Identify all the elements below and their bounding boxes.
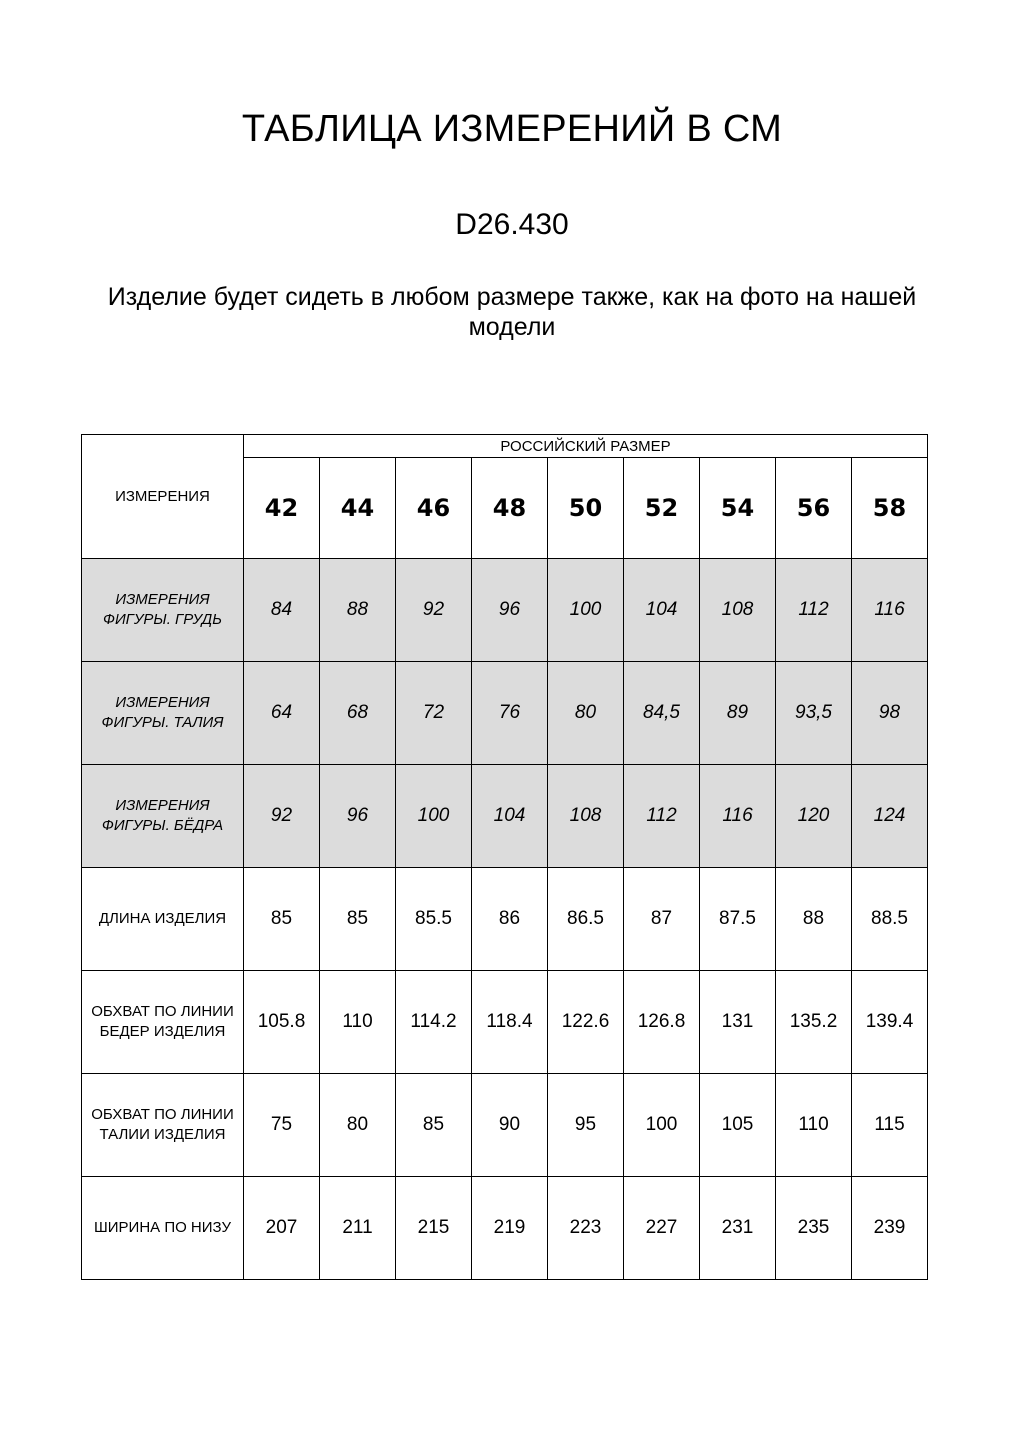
- table-row: [82, 662, 928, 765]
- table-cell: 98: [852, 662, 928, 765]
- table-cell: 118.4: [472, 971, 548, 1074]
- table-row: [82, 1177, 928, 1280]
- row-label: ИЗМЕРЕНИЯ ФИГУРЫ. ТАЛИЯ: [82, 662, 244, 765]
- table-cell: 75: [244, 1074, 320, 1177]
- table-cell: 85: [320, 868, 396, 971]
- table-cell: 88: [320, 559, 396, 662]
- table-cell: 88.5: [852, 868, 928, 971]
- table-cell: 96: [472, 559, 548, 662]
- size-header-cell: 50: [548, 458, 624, 559]
- table-cell: 207: [244, 1177, 320, 1280]
- size-header-cell: 48: [472, 458, 548, 559]
- table-cell: 235: [776, 1177, 852, 1280]
- table-cell: 110: [320, 971, 396, 1074]
- table-cell: 105: [700, 1074, 776, 1177]
- size-header-cell: 44: [320, 458, 396, 559]
- size-header-cell: 58: [852, 458, 928, 559]
- size-header-cell: 42: [244, 458, 320, 559]
- table-cell: 95: [548, 1074, 624, 1177]
- table-cell: 64: [244, 662, 320, 765]
- size-header-cell: 56: [776, 458, 852, 559]
- row-label: ИЗМЕРЕНИЯ ФИГУРЫ. ГРУДЬ: [82, 559, 244, 662]
- table-cell: 231: [700, 1177, 776, 1280]
- table-cell: 100: [548, 559, 624, 662]
- table-cell: 108: [700, 559, 776, 662]
- table-cell: 85: [396, 1074, 472, 1177]
- table-cell: 110: [776, 1074, 852, 1177]
- table-cell: 120: [776, 765, 852, 868]
- table-cell: 122.6: [548, 971, 624, 1074]
- table-row: [82, 971, 928, 1074]
- table-cell: 87.5: [700, 868, 776, 971]
- size-header-cell: 54: [700, 458, 776, 559]
- table-cell: 88: [776, 868, 852, 971]
- table-cell: 86: [472, 868, 548, 971]
- table-cell: 112: [624, 765, 700, 868]
- table-cell: 100: [396, 765, 472, 868]
- russian-size-header: РОССИЙСКИЙ РАЗМЕР: [244, 435, 928, 458]
- table-cell: 115: [852, 1074, 928, 1177]
- table-cell: 104: [472, 765, 548, 868]
- table-cell: 85: [244, 868, 320, 971]
- table-cell: 92: [244, 765, 320, 868]
- table-cell: 72: [396, 662, 472, 765]
- table-cell: 68: [320, 662, 396, 765]
- table-cell: 76: [472, 662, 548, 765]
- table-cell: 84,5: [624, 662, 700, 765]
- table-cell: 116: [852, 559, 928, 662]
- row-label: ОБХВАТ ПО ЛИНИИ БЕДЕР ИЗДЕЛИЯ: [82, 971, 244, 1074]
- table-cell: 124: [852, 765, 928, 868]
- table-cell: 139.4: [852, 971, 928, 1074]
- table-cell: 90: [472, 1074, 548, 1177]
- row-label: ШИРИНА ПО НИЗУ: [82, 1177, 244, 1280]
- fit-note: Изделие будет сидеть в любом размере также, как на фото на нашей модели: [107, 283, 917, 341]
- measurements-header: ИЗМЕРЕНИЯ: [82, 435, 244, 559]
- table-cell: 87: [624, 868, 700, 971]
- table-cell: 104: [624, 559, 700, 662]
- table-cell: 93,5: [776, 662, 852, 765]
- table-row: [82, 868, 928, 971]
- table-row: [82, 1074, 928, 1177]
- table-cell: 239: [852, 1177, 928, 1280]
- table-cell: 80: [320, 1074, 396, 1177]
- size-header-cell: 46: [396, 458, 472, 559]
- size-header-cell: 52: [624, 458, 700, 559]
- table-cell: 215: [396, 1177, 472, 1280]
- table-cell: 211: [320, 1177, 396, 1280]
- table-cell: 135.2: [776, 971, 852, 1074]
- table-cell: 92: [396, 559, 472, 662]
- table-cell: 80: [548, 662, 624, 765]
- table-cell: 223: [548, 1177, 624, 1280]
- table-header-row: [82, 435, 928, 458]
- row-label: ОБХВАТ ПО ЛИНИИ ТАЛИИ ИЗДЕЛИЯ: [82, 1074, 244, 1177]
- table-cell: 96: [320, 765, 396, 868]
- row-label: ДЛИНА ИЗДЕЛИЯ: [82, 868, 244, 971]
- table-cell: 105.8: [244, 971, 320, 1074]
- table-cell: 112: [776, 559, 852, 662]
- table-cell: 219: [472, 1177, 548, 1280]
- table-cell: 131: [700, 971, 776, 1074]
- table-cell: 84: [244, 559, 320, 662]
- size-table: [81, 434, 928, 1280]
- table-row: [82, 559, 928, 662]
- table-cell: 100: [624, 1074, 700, 1177]
- row-label: ИЗМЕРЕНИЯ ФИГУРЫ. БЁДРА: [82, 765, 244, 868]
- article-number: D26.430: [455, 208, 569, 241]
- page-title: ТАБЛИЦА ИЗМЕРЕНИЙ В СМ: [241, 108, 783, 150]
- table-cell: 86.5: [548, 868, 624, 971]
- table-cell: 89: [700, 662, 776, 765]
- table-cell: 116: [700, 765, 776, 868]
- table-cell: 114.2: [396, 971, 472, 1074]
- table-cell: 227: [624, 1177, 700, 1280]
- table-cell: 85.5: [396, 868, 472, 971]
- table-cell: 126.8: [624, 971, 700, 1074]
- table-cell: 108: [548, 765, 624, 868]
- table-row: [82, 765, 928, 868]
